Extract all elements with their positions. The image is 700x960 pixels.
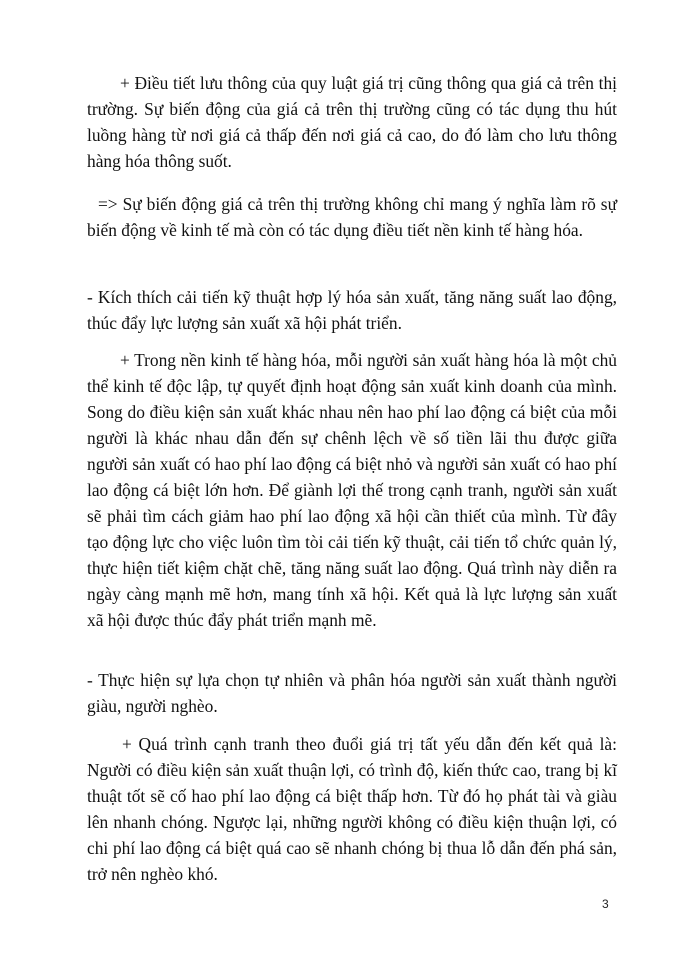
paragraph-price-conclusion: => Sự biến động giá cả trên thị trường không chỉ mang ý nghĩa làm rõ sự biến động về kinh tế mà còn có tác dụng điều tiết nền kinh tế hàng hóa. bbox=[87, 194, 617, 240]
paragraph-natural-selection-heading: - Thực hiện sự lựa chọn tự nhiên và phân hóa người sản xuất thành người giàu, người nghèo. bbox=[87, 670, 617, 716]
paragraph-technical-innovation-heading: - Kích thích cải tiến kỹ thuật hợp lý hóa sản xuất, tăng năng suất lao động, thúc đẩy lực lượng sản xuất xã hội phát triển. bbox=[87, 287, 617, 333]
page-number: 3 bbox=[602, 897, 609, 911]
paragraph-price-circulation: + Điều tiết lưu thông của quy luật giá trị cũng thông qua giá cả trên thị trường. Sự biến động của giá cả trên thị trường cũng có tác dụng thu hút luồng hàng từ nơi giá cả thấp đến nơi giá cả cao, do đó làm cho lưu thông hàng hóa thông suốt. bbox=[87, 73, 617, 171]
paragraph-technical-innovation-detail: + Trong nền kinh tế hàng hóa, mỗi người sản xuất hàng hóa là một chủ thể kinh tế độc lập, tự quyết định hoạt động sản xuất kinh doanh của mình. Song do điều kiện sản xuất khác nhau nên hao phí lao động cá biệt của mỗi người là khác nhau dẫn đến sự chênh lệch về số tiền lãi thu được giữa người sản xuất có hao phí lao động cá biệt nhỏ và người sản xuất có hao phí lao động cá biệt lớn hơn. Để giành lợi thế trong cạnh tranh, người sản xuất sẽ phải tìm cách giảm hao phí lao động xã hội cần thiết của mình. Từ đây tạo động lực cho việc luôn tìm tòi cải tiến kỹ thuật, cải tiến tổ chức quản lý, thực hiện tiết kiệm chặt chẽ, tăng năng suất lao động. Quá trình này diễn ra ngày càng mạnh mẽ hơn, mang tính xã hội. Kết quả là lực lượng sản xuất xã hội được thúc đẩy phát triển mạnh mẽ. bbox=[87, 350, 617, 630]
paragraph-natural-selection-detail: + Quá trình cạnh tranh theo đuổi giá trị tất yếu dẫn đến kết quả là: Người có điều kiện sản xuất thuận lợi, có trình độ, kiến thức cao, trang bị kĩ thuật tốt sẽ cố hao phí lao động cá biệt thấp hơn. Từ đó họ phát tài và giàu lên nhanh chóng. Ngược lại, những người không có điều kiện thuận lợi, có chi phí lao động cá biệt quá cao sẽ nhanh chóng bị thua lỗ dẫn đến phá sản, trở nên nghèo khó. bbox=[87, 734, 617, 884]
